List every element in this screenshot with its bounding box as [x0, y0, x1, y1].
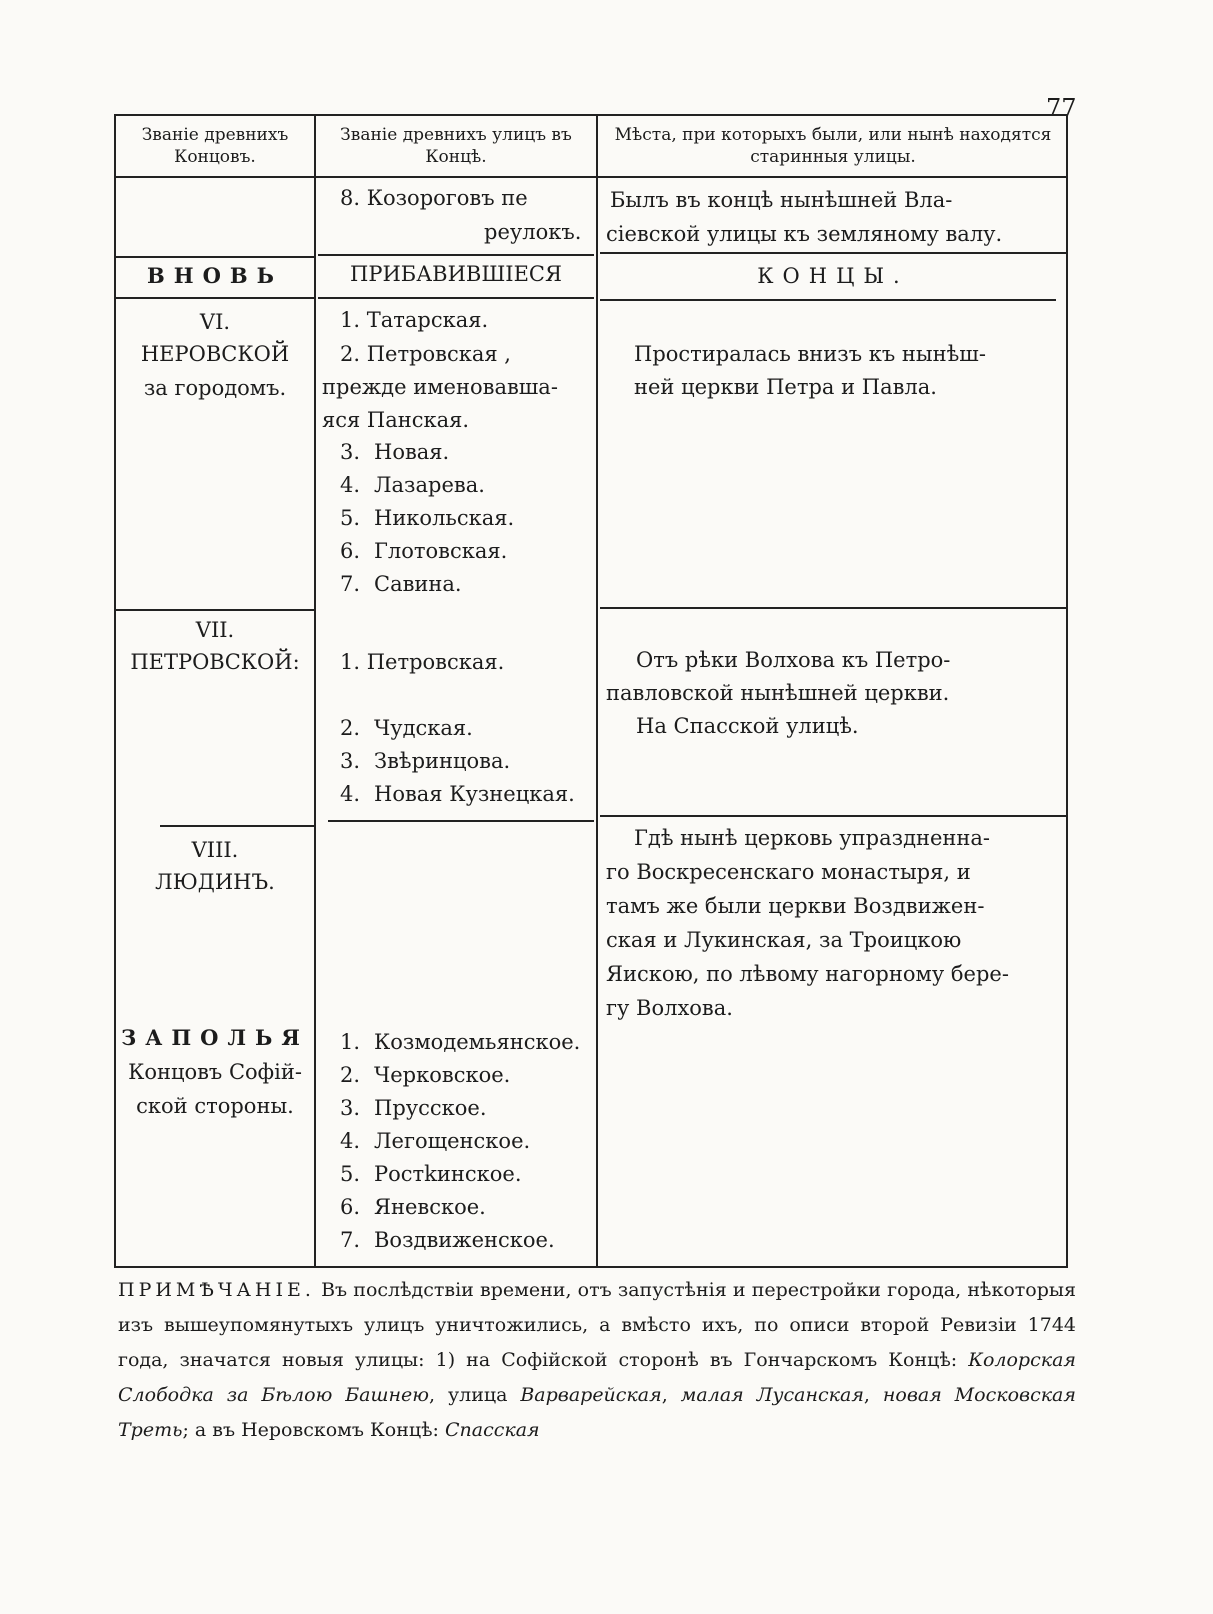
list-item: 7. Савина.: [340, 572, 462, 596]
section7-numeral: VII.: [195, 618, 235, 642]
section8-numeral: VIII.: [191, 838, 239, 862]
column-divider-left: [114, 114, 116, 1266]
list-item: 4. Новая Кузнецкая.: [340, 782, 575, 806]
section7-place-line1: Отъ рѣки Волхова къ Петро-: [636, 648, 951, 672]
section7-rule-col1: [160, 825, 314, 827]
section6-subtitle: за городомъ.: [143, 376, 287, 400]
section6-rule-col1: [114, 609, 314, 611]
banner-rule-col3: [600, 299, 1056, 301]
zapolya-title: ЗАПОЛЬЯ: [121, 1025, 309, 1050]
section7-rule-col2: [328, 820, 594, 822]
footnote-italic: малая Луcанская: [680, 1384, 864, 1406]
section6-place-line2: ней церкви Петра и Павла.: [634, 375, 937, 399]
list-item: 4. Лазарева.: [340, 473, 485, 497]
row-rule-top-col2: [318, 254, 594, 256]
section6-street-2-line2: прежде именовавша-: [322, 375, 558, 399]
table-top-rule: [114, 114, 1068, 116]
top-place-line1: Былъ въ концѣ нынѣшней Вла-: [610, 188, 953, 212]
list-item: 1. Козмодемьянское.: [340, 1030, 581, 1054]
list-item: 3. Прусское.: [340, 1096, 487, 1120]
section8-place-line3: тамъ же были церкви Воздвижен-: [606, 894, 985, 918]
section8-place-line6: гу Волхова.: [606, 996, 733, 1020]
zapolya-line2: ской стороны.: [136, 1094, 294, 1118]
banner-word-3: КОНЦЫ.: [757, 264, 909, 288]
banner-word-1: ВНОВЬ: [147, 263, 283, 288]
section8-place-line2: го Воскресенскаго монастыря, и: [606, 860, 971, 884]
zapolya-line1: Концовъ Софій-: [128, 1060, 302, 1084]
column-divider-1: [314, 114, 316, 1266]
section6-street-2-line3: яся Панская.: [322, 408, 470, 432]
column-divider-right: [1066, 114, 1068, 1266]
column-divider-2: [596, 114, 598, 1266]
section6-rule-col3: [600, 607, 1068, 609]
section6-place-line1: Простиралась внизъ къ нынѣш-: [634, 342, 986, 366]
section6-name: НЕРОВСКОЙ: [140, 342, 290, 366]
section7-place-line3: На Спасской улицѣ.: [636, 714, 859, 738]
list-item: 5. Ростkинское.: [340, 1162, 522, 1186]
section7-street-1: 1. Петровская.: [340, 650, 505, 674]
section6-street-1: 1. Татарская.: [340, 308, 489, 332]
list-item: 6. Глотовская.: [340, 539, 508, 563]
section8-name: ЛЮДИНЪ.: [155, 870, 275, 894]
section8-place-line4: ская и Лукинская, за Троицкою: [606, 928, 962, 952]
top-place-line2: сіевской улицы къ земляному валу.: [606, 222, 1003, 246]
footnote: [118, 1273, 1076, 1448]
row-rule-top-col1: [114, 256, 314, 258]
list-item: 2. Черковское.: [340, 1063, 511, 1087]
footnote-italic: новая Московская Треть: [118, 1384, 1076, 1441]
section7-name: ПЕТРОВСКОЙ:: [130, 650, 300, 674]
banner-rule-col1: [114, 297, 314, 299]
footnote-text: ; а въ Неровскомъ Концѣ:: [182, 1419, 439, 1441]
top-street-line2: реулокъ.: [484, 220, 582, 244]
top-street-line1: 8. Козороговъ пе: [340, 186, 528, 210]
list-item: 6. Яневское.: [340, 1195, 486, 1219]
page-number: 77: [1046, 94, 1077, 122]
section7-place-line2: павловской нынѣшней церкви.: [606, 681, 950, 705]
section7-street-list: [340, 712, 575, 811]
header-ancient-ends: Званіе древнихъ Концовъ.: [141, 125, 289, 167]
section8-place-line5: Яискою, по лѣвому нагорному бере-: [606, 962, 1009, 986]
header-rule: [114, 176, 1068, 178]
list-item: 3. Звѣринцова.: [340, 749, 511, 773]
section6-numeral: VI.: [199, 310, 231, 334]
footnote-text: ,: [661, 1384, 668, 1406]
footnote-lead: ПРИМѢЧАНІЕ.: [118, 1279, 315, 1301]
footnote-text: ,: [863, 1384, 870, 1406]
footnote-italic: Варварейская: [520, 1384, 662, 1406]
footnote-text: , улица: [429, 1384, 508, 1406]
table-bottom-rule: [114, 1266, 1068, 1268]
list-item: 5. Никольская.: [340, 506, 515, 530]
list-item: 7. Воздвиженское.: [340, 1228, 555, 1252]
row-rule-top-col3: [600, 252, 1068, 254]
list-item: 3. Новая.: [340, 440, 450, 464]
section6-street-2-line1: 2. Петровская ,: [340, 342, 511, 366]
footnote-italic: Спасская: [445, 1419, 540, 1441]
banner-rule-col2: [318, 297, 594, 299]
section8-place-line1: Гдѣ нынѣ церковь упраздненна-: [634, 826, 991, 850]
header-ancient-streets: Званіе древнихъ улицъ въ Концѣ.: [340, 125, 572, 167]
section6-street-list: [340, 436, 514, 601]
list-item: 4. Легощенское.: [340, 1129, 531, 1153]
list-item: 2. Чудская.: [340, 716, 473, 740]
banner-word-2: ПРИБАВИВШІЕСЯ: [350, 262, 562, 286]
section7-rule-col3: [600, 815, 1068, 817]
footnote-text: Въ послѣдствіи времени, отъ запустѣнія и перестройки города, нѣкоторыя изъ вышеупомянутыхъ улицъ уничтожились, а вмѣсто ихъ, по описи второй Ревизіи 1744 года, значатся новыя улицы: 1) на Софійской сторонѣ въ Гончарскомъ Концѣ:: [118, 1279, 1076, 1371]
footnote-italic: Колорская Слободка за Бѣлою Башнею: [118, 1349, 1076, 1406]
header-places: Мѣста, при которыхъ были, или нынѣ находятся старинныя улицы.: [614, 125, 1052, 167]
zapolya-list: [340, 1026, 580, 1257]
